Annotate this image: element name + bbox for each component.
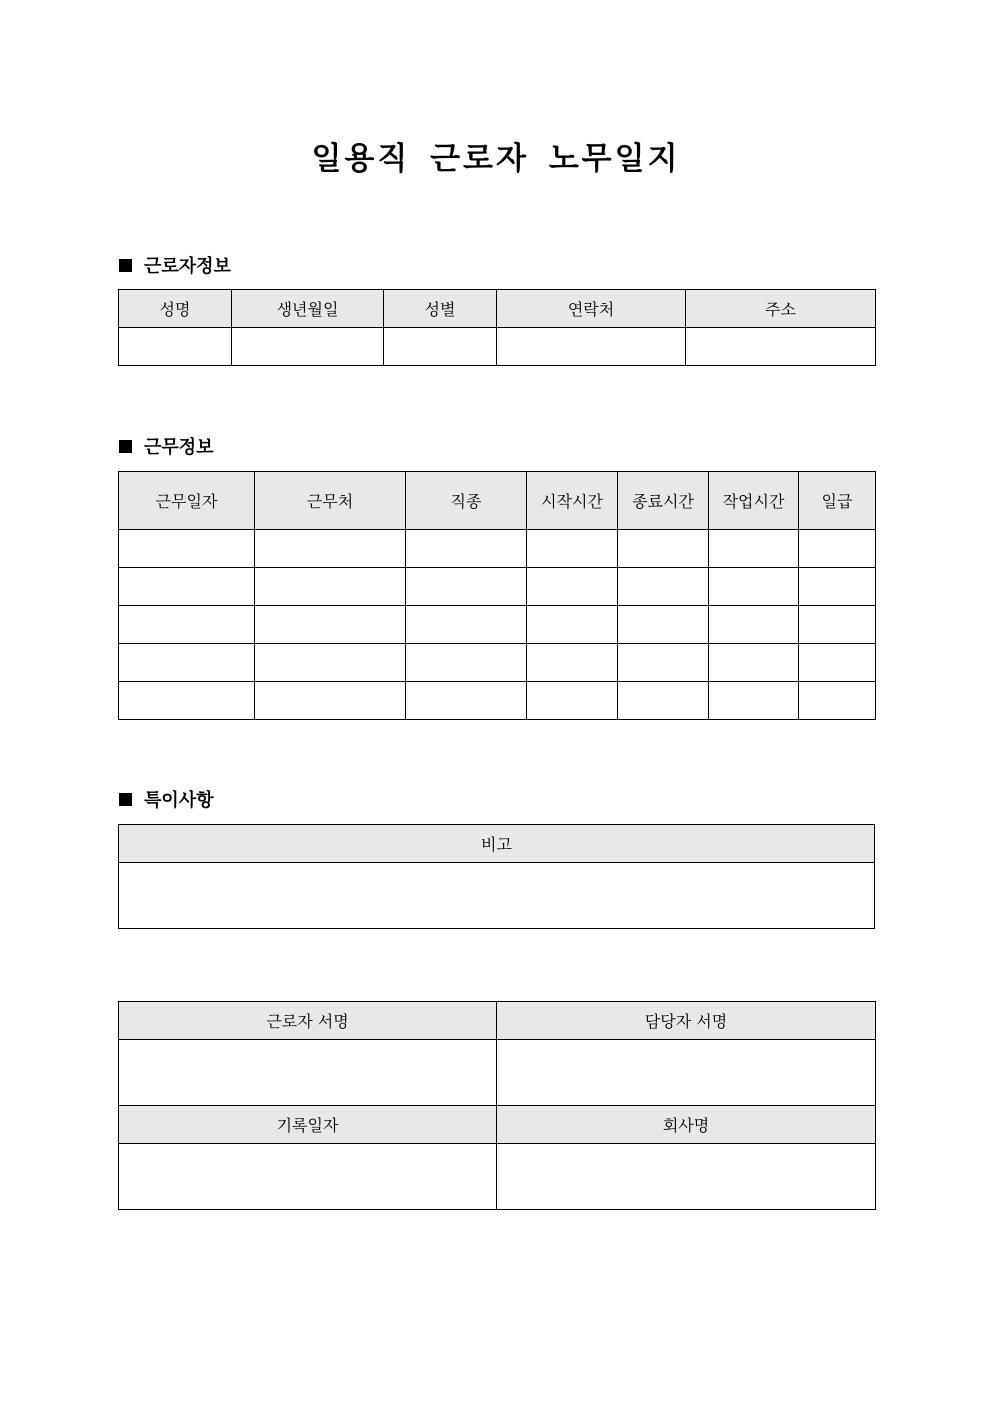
contact-field[interactable] <box>497 328 686 366</box>
work-date-cell[interactable] <box>119 606 255 644</box>
address-field[interactable] <box>686 328 876 366</box>
worker-signature-header: 근로자 서명 <box>119 1002 497 1040</box>
table-row <box>119 568 876 606</box>
page-title: 일용직 근로자 노무일지 <box>311 141 681 177</box>
record-date-field[interactable] <box>119 1144 497 1210</box>
signature-table <box>118 1001 876 1210</box>
work-date-cell[interactable] <box>119 530 255 568</box>
table-row <box>119 606 876 644</box>
work-info-table <box>118 471 876 720</box>
remarks-heading <box>119 787 214 811</box>
company-name-header: 회사명 <box>497 1106 876 1144</box>
work-info-heading <box>119 434 214 458</box>
job-type-cell[interactable] <box>406 682 527 720</box>
table-row <box>119 644 876 682</box>
end-time-header: 종료시간 <box>618 472 709 530</box>
table-row <box>119 530 876 568</box>
workplace-cell[interactable] <box>255 606 406 644</box>
start-time-cell[interactable] <box>527 530 618 568</box>
job-type-cell[interactable] <box>406 568 527 606</box>
start-time-cell[interactable] <box>527 568 618 606</box>
end-time-cell[interactable] <box>618 644 709 682</box>
remarks-field[interactable] <box>119 863 875 929</box>
work-hours-cell[interactable] <box>709 606 799 644</box>
workplace-cell[interactable] <box>255 682 406 720</box>
end-time-cell[interactable] <box>618 568 709 606</box>
work-hours-cell[interactable] <box>709 682 799 720</box>
job-type-cell[interactable] <box>406 644 527 682</box>
end-time-cell[interactable] <box>618 606 709 644</box>
work-date-cell[interactable] <box>119 682 255 720</box>
worker-info-table <box>118 289 876 366</box>
birth-date-field[interactable] <box>232 328 384 366</box>
remarks-header: 비고 <box>119 825 875 863</box>
work-date-cell[interactable] <box>119 568 255 606</box>
workplace-header: 근무처 <box>255 472 406 530</box>
remarks-table <box>118 824 875 929</box>
daily-wage-cell[interactable] <box>799 606 876 644</box>
daily-wage-cell[interactable] <box>799 568 876 606</box>
work-hours-cell[interactable] <box>709 644 799 682</box>
start-time-cell[interactable] <box>527 606 618 644</box>
daily-wage-cell[interactable] <box>799 644 876 682</box>
start-time-cell[interactable] <box>527 644 618 682</box>
work-hours-cell[interactable] <box>709 568 799 606</box>
square-bullet-icon <box>119 793 132 806</box>
birth-date-header: 생년월일 <box>232 290 384 328</box>
job-type-cell[interactable] <box>406 530 527 568</box>
work-hours-cell[interactable] <box>709 530 799 568</box>
worker-signature-field[interactable] <box>119 1040 497 1106</box>
end-time-cell[interactable] <box>618 530 709 568</box>
workplace-cell[interactable] <box>255 530 406 568</box>
square-bullet-icon <box>119 440 132 453</box>
manager-signature-header: 담당자 서명 <box>497 1002 876 1040</box>
manager-signature-field[interactable] <box>497 1040 876 1106</box>
workplace-cell[interactable] <box>255 568 406 606</box>
job-type-header: 직종 <box>406 472 527 530</box>
daily-wage-cell[interactable] <box>799 682 876 720</box>
work-date-header: 근무일자 <box>119 472 255 530</box>
address-header: 주소 <box>686 290 876 328</box>
worker-info-heading-label: 근로자정보 <box>144 256 231 277</box>
start-time-header: 시작시간 <box>527 472 618 530</box>
gender-header: 성별 <box>384 290 497 328</box>
gender-field[interactable] <box>384 328 497 366</box>
work-info-heading-label: 근무정보 <box>144 437 214 458</box>
company-name-field[interactable] <box>497 1144 876 1210</box>
table-row <box>119 682 876 720</box>
record-date-header: 기록일자 <box>119 1106 497 1144</box>
job-type-cell[interactable] <box>406 606 527 644</box>
daily-wage-header: 일급 <box>799 472 876 530</box>
worker-name-header: 성명 <box>119 290 232 328</box>
end-time-cell[interactable] <box>618 682 709 720</box>
remarks-heading-label: 특이사항 <box>144 790 214 811</box>
contact-header: 연락처 <box>497 290 686 328</box>
square-bullet-icon <box>119 259 132 272</box>
worker-name-field[interactable] <box>119 328 232 366</box>
start-time-cell[interactable] <box>527 682 618 720</box>
work-date-cell[interactable] <box>119 644 255 682</box>
daily-wage-cell[interactable] <box>799 530 876 568</box>
work-hours-header: 작업시간 <box>709 472 799 530</box>
worker-info-heading <box>119 253 231 277</box>
workplace-cell[interactable] <box>255 644 406 682</box>
